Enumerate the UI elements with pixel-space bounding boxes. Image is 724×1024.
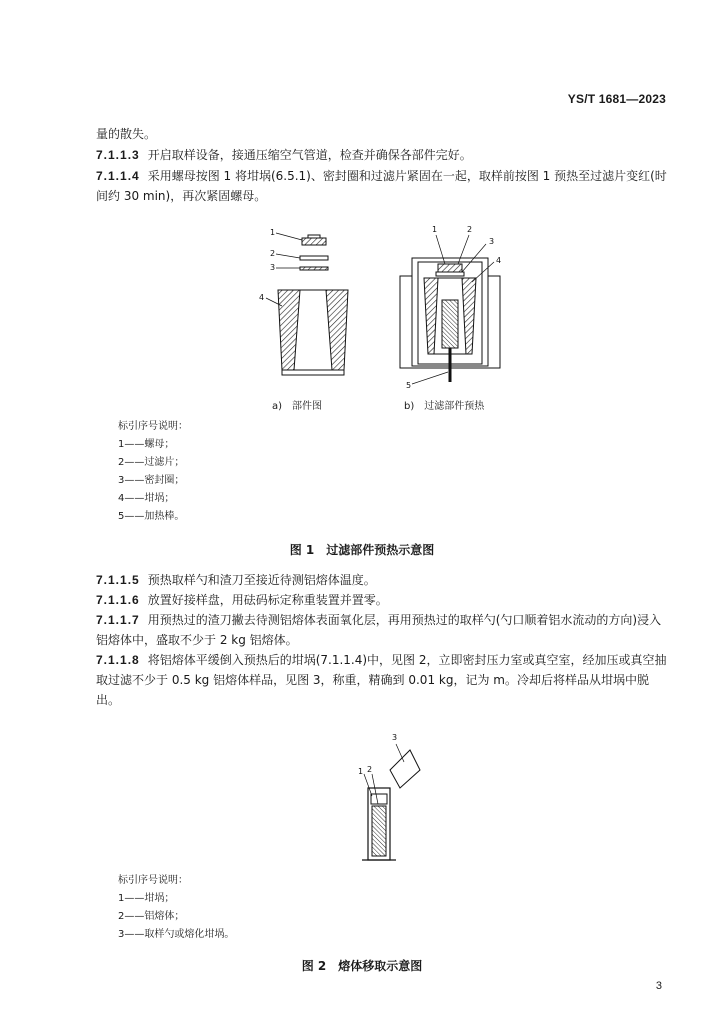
- standard-number: YS/T 1681—2023: [567, 92, 666, 106]
- clause-7-1-1-7: [96, 610, 668, 650]
- clause-number: 7.1.1.7: [96, 613, 140, 627]
- paragraph-continuation: [96, 124, 668, 144]
- notes-title: 标引序号说明：: [118, 875, 188, 886]
- clause-number: 7.1.1.3: [96, 148, 140, 162]
- clause-number: 7.1.1.8: [96, 653, 140, 667]
- figure1a-sublabel: a) 部件图: [272, 401, 323, 412]
- fig2-label-3: 3: [392, 733, 398, 742]
- figure1a-parts: [266, 233, 348, 375]
- note-item: 2——过滤片；: [118, 457, 185, 468]
- note-item: 3——密封圈；: [118, 475, 185, 486]
- note-item: 1——螺母；: [118, 439, 175, 450]
- figure2-crucible: [362, 744, 420, 860]
- fig1b-label-1: 1: [432, 225, 438, 234]
- figure2-caption: 图 2 熔体移取示意图: [301, 959, 423, 973]
- clause-7-1-1-3: [96, 145, 668, 165]
- fig2-label-2: 2: [367, 765, 373, 774]
- clause-number: 7.1.1.4: [96, 169, 140, 183]
- figure2-notes: [118, 872, 234, 944]
- paragraph-text: 量的散失。: [96, 127, 157, 141]
- clause-text: 放置好接样盘，用砝码标定称重装置并置零。: [147, 593, 388, 607]
- page-number: 3: [655, 980, 662, 992]
- fig1b-label-4: 4: [496, 256, 502, 265]
- clause-7-1-1-5: [96, 570, 668, 590]
- clause-text: 采用螺母按图 1 将坩埚(6.5.1)、密封圈和过滤片紧固在一起，取样前按图 1 预热至过滤片变红(时间约 30 min)，再次紧固螺母。: [96, 169, 667, 203]
- fig1b-label-2: 2: [467, 225, 473, 234]
- note-item: 4——坩埚；: [118, 493, 175, 504]
- figure1-caption: 图 1 过滤部件预热示意图: [289, 543, 435, 557]
- fig1a-label-4: 4: [259, 293, 265, 302]
- clause-7-1-1-6: [96, 590, 668, 610]
- figure1-notes: [118, 418, 188, 526]
- clause-number: 7.1.1.5: [96, 573, 140, 587]
- figure1-drawing: [248, 222, 528, 394]
- figure1b-assembly: [400, 235, 500, 384]
- fig1a-label-3: 3: [270, 263, 276, 272]
- notes-title: 标引序号说明：: [118, 421, 188, 432]
- fig1a-label-1: 1: [270, 228, 276, 237]
- figure2-drawing: [340, 726, 430, 866]
- clause-text: 预热取样勺和渣刀至接近待测铝熔体温度。: [147, 573, 376, 587]
- figure1b-sublabel: b) 过滤部件预热: [404, 401, 485, 412]
- clause-number: 7.1.1.6: [96, 593, 140, 607]
- fig1b-label-5: 5: [406, 381, 412, 390]
- note-item: 1——坩埚；: [118, 893, 175, 904]
- clause-7-1-1-8: [96, 650, 668, 710]
- note-item: 5——加热棒。: [118, 511, 185, 522]
- note-item: 2——铝熔体；: [118, 911, 185, 922]
- fig2-label-1: 1: [358, 767, 364, 776]
- clause-text: 将铝熔体平缓倒入预热后的坩埚(7.1.1.4)中，见图 2，立即密封压力室或真空室，经加压或真空抽取过滤不少于 0.5 kg 铝熔体样品，见图 3，称重，精确到 0.01 kg，记为 m。冷却后将样品从坩埚中脱出。: [96, 653, 667, 707]
- clause-text: 开启取样设备，接通压缩空气管道，检查并确保各部件完好。: [147, 148, 472, 162]
- clause-text: 用预热过的渣刀撇去待测铝熔体表面氧化层，再用预热过的取样勺(勺口顺着铝水流动的方向)浸入铝熔体中，盛取不少于 2 kg 铝熔体。: [96, 613, 662, 647]
- fig1b-label-3: 3: [489, 237, 495, 246]
- note-item: 3——取样勺或熔化坩埚。: [118, 929, 235, 940]
- clause-7-1-1-4: [96, 166, 668, 206]
- fig1a-label-2: 2: [270, 249, 276, 258]
